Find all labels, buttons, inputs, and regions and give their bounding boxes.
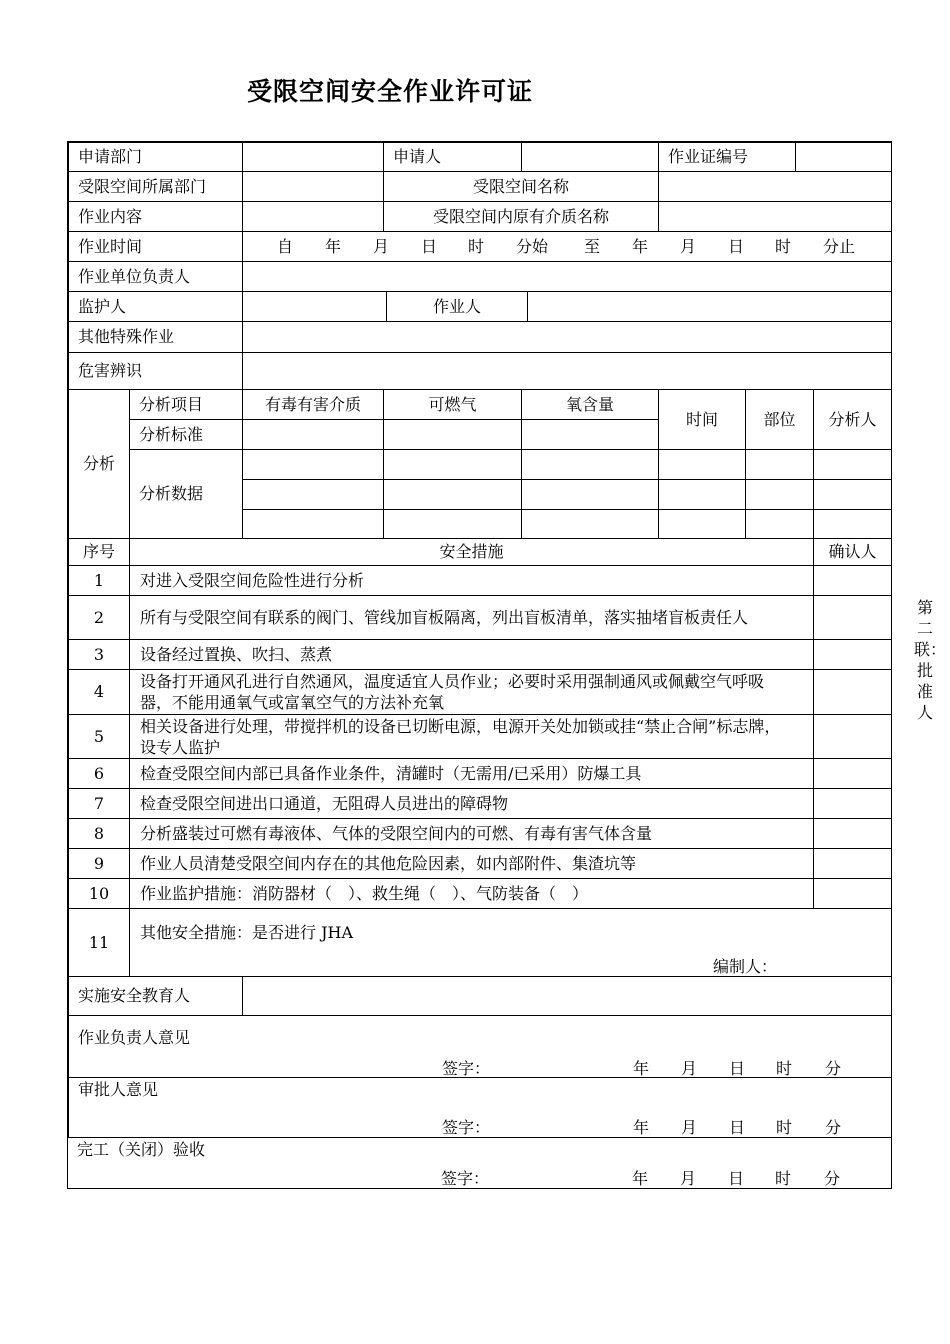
data-cell[interactable]: [658, 449, 746, 480]
other-special-field[interactable]: [242, 321, 892, 353]
measure-no: 8: [68, 818, 130, 849]
data-cell[interactable]: [745, 449, 814, 480]
data-cell[interactable]: [813, 479, 892, 510]
standard-toxic-cell[interactable]: [242, 419, 384, 450]
data-cell[interactable]: [242, 449, 384, 480]
measure-text: 设备打开通风孔进行自然通风，温度适宜人员作业；必要时采用强制通风或佩戴空气呼吸器，不能用通氧气或富氧空气的方法补充氧: [129, 669, 814, 715]
data-cell[interactable]: [242, 479, 384, 510]
time-from: 自: [277, 237, 294, 256]
analysis-standard-label: 分析标准: [129, 419, 243, 450]
measure-confirm-field[interactable]: [813, 714, 892, 759]
sign-month: 月: [681, 1118, 698, 1137]
document-title: 受限空间安全作业许可证: [246, 77, 533, 106]
measure-confirm-field[interactable]: [813, 818, 892, 849]
worker-field[interactable]: [527, 291, 892, 322]
analysis-position-header: 部位: [745, 389, 814, 450]
measure-confirm-field[interactable]: [813, 565, 892, 596]
apply-dept-label: 申请部门: [68, 142, 243, 172]
work-time-label: 作业时间: [68, 231, 243, 262]
measure-text: 检查受限空间内部已具备作业条件，清罐时（无需用/已采用）防爆工具: [129, 758, 814, 789]
analysis-label: 分析: [68, 389, 130, 539]
time-year: 年: [325, 237, 342, 256]
data-cell[interactable]: [813, 449, 892, 480]
hazard-id-field[interactable]: [242, 352, 892, 390]
data-cell[interactable]: [658, 509, 746, 539]
time-hour: 时: [468, 237, 485, 256]
compiler-label: 编制人：: [713, 957, 778, 976]
permit-no-field[interactable]: [795, 142, 892, 172]
sign-month: 月: [680, 1169, 697, 1188]
measure-text: 作业监护措施：消防器材（ ）、救生绳（ ）、气防装备（ ）: [129, 878, 814, 909]
measures-header: 安全措施: [129, 538, 814, 566]
measure-confirm-field[interactable]: [813, 669, 892, 715]
safety-educator-label: 实施安全教育人: [68, 976, 243, 1016]
data-cell[interactable]: [658, 479, 746, 510]
measure-no: 11: [68, 908, 130, 977]
data-cell[interactable]: [521, 509, 659, 539]
completion-acceptance-box[interactable]: [68, 1137, 892, 1189]
analysis-item-label: 分析项目: [129, 389, 243, 420]
space-name-field[interactable]: [658, 171, 892, 202]
sign-year: 年: [633, 1118, 650, 1137]
medium-name-label: 受限空间内原有介质名称: [383, 201, 659, 232]
sign-month: 月: [681, 1059, 698, 1078]
measure-confirm-field[interactable]: [813, 878, 892, 909]
data-cell[interactable]: [745, 479, 814, 510]
space-dept-field[interactable]: [242, 171, 384, 202]
sign-minute: 分: [824, 1169, 841, 1188]
measure-confirm-field[interactable]: [813, 848, 892, 879]
apply-dept-field[interactable]: [242, 142, 384, 172]
work-content-label: 作业内容: [68, 201, 243, 232]
measure-text: 分析盛装过可燃有毒液体、气体的受限空间内的可燃、有毒有害气体含量: [129, 818, 814, 849]
analysis-time-header: 时间: [658, 389, 746, 450]
time-month: 月: [373, 237, 390, 256]
data-cell[interactable]: [813, 509, 892, 539]
time-minute-start: 分始: [516, 237, 549, 256]
analysis-col-oxygen: 氧含量: [521, 389, 659, 420]
measure-no: 5: [68, 714, 130, 759]
unit-leader-field[interactable]: [242, 261, 892, 292]
measures-confirm-header: 确认人: [813, 538, 892, 566]
sign-hour: 时: [776, 1118, 793, 1137]
space-name-label: 受限空间名称: [383, 171, 659, 202]
analysis-data-label: 分析数据: [129, 449, 243, 539]
measure-no: 7: [68, 788, 130, 819]
sign-hour: 时: [775, 1169, 792, 1188]
unit-leader-label: 作业单位负责人: [68, 261, 243, 292]
monitor-field[interactable]: [242, 291, 387, 322]
safety-educator-field[interactable]: [242, 976, 892, 1016]
applicant-field[interactable]: [521, 142, 659, 172]
other-measures-field[interactable]: [129, 908, 892, 977]
copy-note-char: 批: [916, 661, 933, 680]
analysis-col-flammable: 可燃气: [383, 389, 522, 420]
time-to: 至: [584, 237, 601, 256]
approver-opinion-box[interactable]: [68, 1077, 892, 1138]
measure-confirm-field[interactable]: [813, 639, 892, 670]
measure-confirm-field[interactable]: [813, 595, 892, 640]
data-cell[interactable]: [521, 479, 659, 510]
analysis-analyst-header: 分析人: [813, 389, 892, 450]
time-year: 年: [632, 237, 649, 256]
sign-hour: 时: [776, 1059, 793, 1078]
time-day: 日: [728, 237, 745, 256]
measure-confirm-field[interactable]: [813, 788, 892, 819]
monitor-label: 监护人: [68, 291, 243, 322]
time-hour: 时: [775, 237, 792, 256]
measure-confirm-field[interactable]: [813, 758, 892, 789]
sign-day: 日: [729, 1059, 746, 1078]
measure-text: 所有与受限空间有联系的阀门、管线加盲板隔离，列出盲板清单，落实抽堵盲板责任人: [129, 595, 814, 640]
measure-text: 作业人员清楚受限空间内存在的其他危险因素，如内部附件、集渣坑等: [129, 848, 814, 879]
work-content-field[interactable]: [242, 201, 384, 232]
medium-name-field[interactable]: [658, 201, 892, 232]
space-dept-label: 受限空间所属部门: [68, 171, 243, 202]
sign-label: 签字：: [442, 1118, 491, 1137]
measure-no: 6: [68, 758, 130, 789]
sign-label: 签字：: [442, 1059, 491, 1078]
standard-flammable-cell[interactable]: [383, 419, 522, 450]
time-minute-end: 分止: [823, 237, 856, 256]
data-cell[interactable]: [383, 449, 522, 480]
data-cell[interactable]: [521, 449, 659, 480]
measures-no-header: 序号: [68, 538, 130, 566]
measure-text: 相关设备进行处理，带搅拌机的设备已切断电源，电源开关处加锁或挂“禁止合闸”标志牌，设专人监护: [129, 714, 814, 759]
standard-oxygen-cell[interactable]: [521, 419, 659, 450]
data-cell[interactable]: [383, 509, 522, 539]
copy-note-char: 二: [916, 619, 933, 638]
completion-acceptance-label: 完工（关闭）验收: [77, 1140, 206, 1159]
leader-opinion-box[interactable]: [68, 1015, 892, 1078]
hazard-id-label: 危害辨识: [68, 352, 243, 390]
copy-note: [914, 597, 947, 723]
sign-day: 日: [729, 1118, 746, 1137]
other-special-label: 其他特殊作业: [68, 321, 243, 353]
work-time-field[interactable]: [242, 231, 892, 262]
measure-text: 对进入受限空间危险性进行分析: [129, 565, 814, 596]
measure-no: 9: [68, 848, 130, 879]
other-measures-text: 其他安全措施：是否进行 JHA: [140, 923, 354, 942]
measure-no: 3: [68, 639, 130, 670]
time-month: 月: [680, 237, 697, 256]
worker-label: 作业人: [386, 291, 528, 322]
sign-year: 年: [632, 1169, 649, 1188]
measure-no: 2: [68, 595, 130, 640]
data-cell[interactable]: [242, 509, 384, 539]
sign-minute: 分: [825, 1118, 842, 1137]
measure-text: 设备经过置换、吹扫、蒸煮: [129, 639, 814, 670]
data-cell[interactable]: [745, 509, 814, 539]
analysis-col-toxic: 有毒有害介质: [242, 389, 384, 420]
copy-note-char: 人: [916, 703, 933, 722]
measure-text: 检查受限空间进出口通道，无阻碍人员进出的障碍物: [129, 788, 814, 819]
time-day: 日: [421, 237, 438, 256]
measure-no: 1: [68, 565, 130, 596]
permit-form: [67, 141, 892, 1189]
applicant-label: 申请人: [383, 142, 522, 172]
measure-no: 4: [68, 669, 130, 715]
copy-note-char: 联：: [914, 640, 947, 659]
approver-opinion-label: 审批人意见: [78, 1080, 159, 1099]
copy-note-char: 第: [916, 598, 933, 617]
sign-minute: 分: [825, 1059, 842, 1078]
leader-opinion-label: 作业负责人意见: [78, 1028, 191, 1047]
data-cell[interactable]: [383, 479, 522, 510]
copy-note-char: 准: [916, 682, 933, 701]
sign-year: 年: [633, 1059, 650, 1078]
permit-no-label: 作业证编号: [658, 142, 796, 172]
sign-day: 日: [728, 1169, 745, 1188]
sign-label: 签字：: [441, 1169, 490, 1188]
measure-no: 10: [68, 878, 130, 909]
